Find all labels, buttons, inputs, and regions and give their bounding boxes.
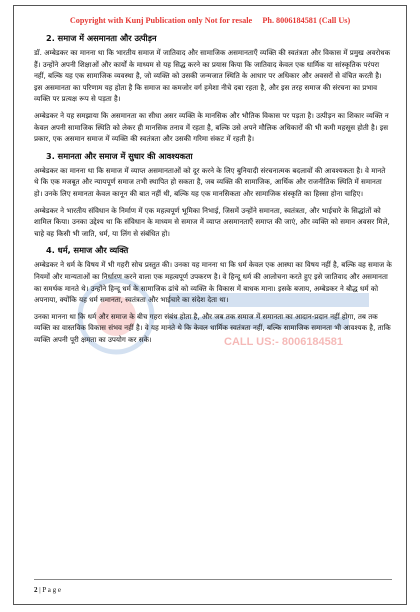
paragraph: अम्बेडकर ने यह समझाया कि असमानता का सीधा असर व्यक्ति के मानसिक और भौतिक विकास पर पड़ता है। उत्पीड़न का शिकार व्यक्ति न केवल अपनी सामाजिक स्थिति को लेकर ही मानसिक तनाव में रहता है, बल्कि उसे अपने मौलिक अधिकारों की भी कमी महसूस होती है। इस प्रकार, एक असमान समाज में व्यक्ति की स्वतंत्रता और उसकी गरिमा संकट में रहती है। xyxy=(34,110,389,144)
phone-text: Ph. 8006184581 (Call Us) xyxy=(262,16,351,25)
page-number: 2 xyxy=(34,586,38,594)
paragraph: अम्बेडकर ने भारतीय संविधान के निर्माण में एक महत्वपूर्ण भूमिका निभाई, जिसमें उन्होंने समानता, स्वतंत्रता, और भाईचारे के सिद्धांतों को शामिल किया। उनका उद्देश्य था कि संविधान के माध्यम से समाज में व्याप्त असमानताएँ समाप्त की जाएं, और व्यक्ति को समान अवसर मिले, चाहे वह किसी भी जाति, धर्म, या लिंग से संबंधित हो। xyxy=(34,205,390,238)
section-heading-religion-society: 4. धर्म, समाज और व्यक्ति xyxy=(46,245,129,256)
section-heading-equality-reform: 3. समानता और समाज में सुधार की आवश्यकता xyxy=(46,150,193,161)
section-heading-inequality: 2. समाज में असमानता और उत्पीड़न xyxy=(46,33,157,43)
page-label: | P a g e xyxy=(39,586,61,594)
page-footer xyxy=(34,586,61,594)
copyright-text: Copyright with Kunj Publication only Not for resale xyxy=(69,16,253,25)
call-us-watermark: CALL US:- 8006184581 xyxy=(224,336,344,348)
document-page xyxy=(13,5,407,605)
paragraph: उनका मानना था कि धर्म और समाज के बीच गहरा संबंध होता है, और जब तक समाज में समानता का आदान-प्रदान नहीं होगा, तब तक व्यक्ति का वास्तविक विकास संभव नहीं है। वे यह मानते थे कि केवल धार्मिक स्वतंत्रता नहीं, बल्कि सामाजिक समानता भी आवश्यक है, ताकि व्यक्ति अपनी पूरी क्षमता का उपयोग कर सके। xyxy=(34,311,391,344)
paragraph: अम्बेडकर का मानना था कि समाज में व्याप्त असमानताओं को दूर करने के लिए बुनियादी संरचनात्मक बदलावों की आवश्यकता है। वे मानते थे कि एक मजबूत और न्यायपूर्ण समाज तभी स्थापित हो सकता है, जब व्यक्ति की सामाजिक, आर्थिक और राजनीतिक स्थिति में समानता हो। उनके लिए समानता केवल कानून की बात नहीं थी, बल्कि यह एक मानसिकता और सामाजिक संस्कृति का हिस्सा होना चाहिए। xyxy=(34,165,386,198)
document-body xyxy=(34,30,392,350)
copyright-header xyxy=(14,16,406,25)
paragraph: डॉ. अम्बेडकर का मानना था कि भारतीय समाज में जातिवाद और सामाजिक असमानताएँ व्यक्ति की स्वतंत्रता और विकास में प्रमुख अवरोधक हैं। उन्होंने अपनी शिक्षाओं और कार्यों के माध्यम से यह सिद्ध करने का प्रयास किया कि जातिवाद केवल एक धार्मिक या सांस्कृतिक परंपरा नहीं, बल्कि यह एक सामाजिक व्यवस्था है, जो व्यक्ति को उसकी जन्मजात स्थिति के आधार पर अधिकार और अवसरों से वंचित करती है। इस असमानता का परिणाम यह होता है कि समाज का कमजोर वर्ग हमेशा नीचे दबा रहता है, और इस तरह समाज की संरचना का प्रभाव व्यक्ति पर प्रत्यक्ष रूप से पड़ता है। xyxy=(34,48,391,104)
paragraph: अम्बेडकर ने धर्म के विषय में भी गहरी सोच प्रस्तुत की। उनका यह मानना था कि धर्म केवल एक आस्था का विषय नहीं है, बल्कि वह समाज के नियमों और मान्यताओं का निर्धारण करने वाला एक महत्वपूर्ण उपकरण है। वे हिन्दू धर्म की आलोचना करते हुए इसे जातिवाद और असमानता का समर्थक मानते थे। उन्होंने हिन्दू धर्म के सामाजिक ढांचे को व्यक्ति के विकास में बाधक माना। इसके बजाय, अम्बेडकर ने बौद्ध धर्म को अपनाया, क्योंकि यह धर्म समानता, स्वतंत्रता और भाईचारे का संदेश देता था। xyxy=(34,260,392,305)
footer-divider xyxy=(34,579,392,580)
